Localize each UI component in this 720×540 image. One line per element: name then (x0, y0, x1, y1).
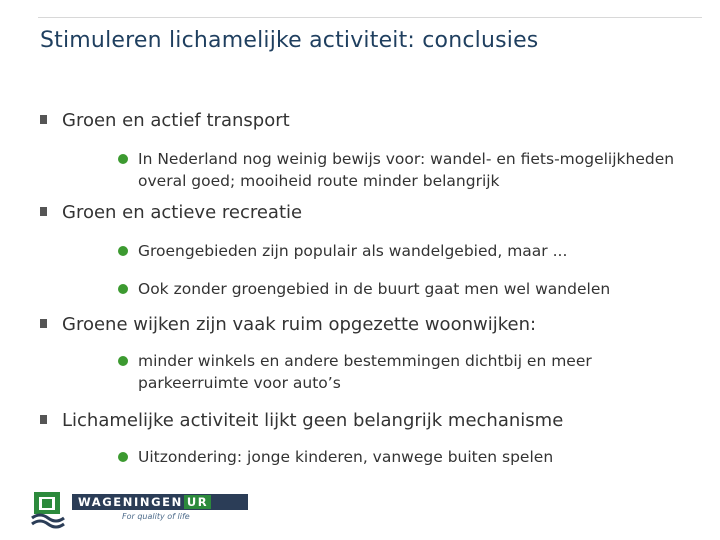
square-bullet-icon (40, 207, 47, 216)
wageningen-logo-icon (30, 488, 72, 530)
list-item (118, 240, 700, 262)
section-groene-wijken (40, 312, 700, 394)
square-bullet-icon (40, 415, 47, 424)
round-bullet-icon (118, 284, 128, 294)
logo-tagline: For quality of life (122, 512, 190, 521)
section-heading-text: Groen en actieve recreatie (62, 202, 303, 223)
section-heading (40, 108, 700, 134)
square-bullet-icon (40, 319, 47, 328)
section-groen-actieve-recreatie (40, 200, 700, 300)
section-heading (40, 312, 700, 338)
section-heading-text: Lichamelijke activiteit lijkt geen belangrijk mechanisme (62, 410, 564, 431)
list-item-text: Ook zonder groengebied in de buurt gaat men wel wandelen (138, 280, 611, 298)
round-bullet-icon (118, 356, 128, 366)
square-bullet-icon (40, 115, 47, 124)
list-item (118, 148, 698, 192)
round-bullet-icon (118, 246, 128, 256)
section-heading-text: Groene wijken zijn vaak ruim opgezette woonwijken: (62, 314, 537, 335)
list-item (118, 350, 678, 394)
title-divider (38, 17, 702, 18)
list-item-text: In Nederland nog weinig bewijs voor: wandel- en fiets-mogelijkheden overal goed; mooiheid route minder belangrijk (138, 150, 675, 190)
list-item (118, 278, 700, 300)
section-groen-actief-transport (40, 108, 700, 192)
section-heading (40, 200, 700, 226)
slide-title: Stimuleren lichamelijke activiteit: conclusies (40, 28, 539, 53)
section-lichamelijke-activiteit (40, 408, 700, 468)
round-bullet-icon (118, 452, 128, 462)
list-item-text: Uitzondering: jonge kinderen, vanwege buiten spelen (138, 448, 554, 466)
logo-name: WAGENINGEN (78, 495, 183, 509)
list-item-text: minder winkels en andere bestemmingen dichtbij en meer parkeerruimte voor auto’s (138, 352, 592, 392)
round-bullet-icon (118, 154, 128, 164)
list-item-text: Groengebieden zijn populair als wandelgebied, maar ... (138, 242, 568, 260)
section-heading (40, 408, 700, 434)
list-item (118, 446, 700, 468)
logo-wordmark (72, 494, 248, 510)
section-heading-text: Groen en actief transport (62, 110, 290, 131)
logo-ur: UR (184, 495, 211, 509)
wageningen-ur-logo (30, 488, 230, 532)
slide-content (40, 108, 700, 468)
